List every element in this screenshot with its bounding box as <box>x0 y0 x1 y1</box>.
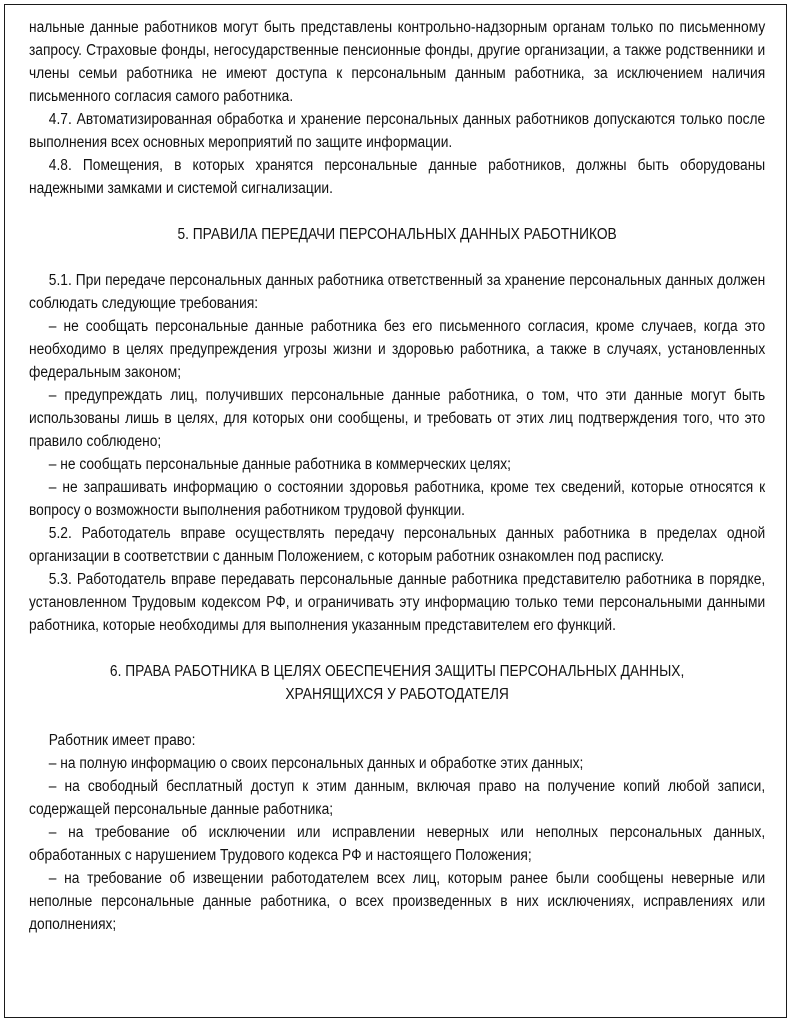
list-item: – на полную информацию о своих персональных данных и обработке этих данных; <box>48 755 584 772</box>
spacer <box>29 706 765 729</box>
section-6-heading-line-2: ХРАНЯЩИХСЯ У РАБОТОДАТЕЛЯ <box>285 686 509 703</box>
paragraph-4-8: 4.8. Помещения, в которых хранятся персональные данные работников, должны быть оборудованы надежными замками и системой сигнализации. <box>29 157 766 197</box>
list-item: – не сообщать персональные данные работника без его письменного согласия, кроме случаев, когда это необходимо в целях предупреждения угрозы жизни и здоровью работника, а также в случаях, установленных федеральным законом; <box>29 318 766 381</box>
document-body <box>29 16 765 936</box>
paragraph-5-3: 5.3. Работодатель вправе передавать персональные данные работника представителю работника в порядке, установленном Трудовым кодексом РФ, и ограничивать эту информацию только теми персональными данными работника, которые необходимы для выполнения указанным представителем его функций. <box>29 571 766 634</box>
paragraph-continuation: нальные данные работников могут быть представлены контрольно-надзорным органам только по письменному запросу. Страховые фонды, негосударственные пенсионные фонды, другие организации, а также родственники и члены семьи работника не имеют доступа к персональным данным работника, за исключением наличия письменного согласия самого работника. <box>29 19 766 105</box>
paragraph-4-7: 4.7. Автоматизированная обработка и хранение персональных данных работников допускаются только после выполнения всех основных мероприятий по защите информации. <box>29 111 766 151</box>
list-item: – не сообщать персональные данные работника в коммерческих целях; <box>48 456 511 473</box>
spacer <box>29 246 765 269</box>
spacer <box>29 637 765 660</box>
spacer <box>29 200 765 223</box>
list-item: – предупреждать лиц, получивших персональные данные работника, о том, что эти данные могут быть использованы лишь в целях, для которых они сообщены, и требовать от этих лиц подтверждения того, что это правило соблюдено; <box>29 387 766 450</box>
section-5-heading: 5. ПРАВИЛА ПЕРЕДАЧИ ПЕРСОНАЛЬНЫХ ДАННЫХ РАБОТНИКОВ <box>177 226 617 243</box>
list-item: – на требование об извещении работодателем всех лиц, которым ранее были сообщены неверные или неполные персональные данные работника, о всех произведенных в них исключениях, исправлениях или дополнениях; <box>29 870 766 933</box>
paragraph-5-2: 5.2. Работодатель вправе осуществлять передачу персональных данных работника в пределах одной организации в соответствии с данным Положением, с которым работник ознакомлен под расписку. <box>29 525 766 565</box>
section-6-intro: Работник имеет право: <box>48 732 196 749</box>
list-item: – не запрашивать информацию о состоянии здоровья работника, кроме тех сведений, которые относятся к вопросу о возможности выполнения работником трудовой функции. <box>29 479 766 519</box>
paragraph-5-1: 5.1. При передаче персональных данных работника ответственный за хранение персональных данных должен соблюдать следующие требования: <box>29 272 766 312</box>
section-6-heading-line-1: 6. ПРАВА РАБОТНИКА В ЦЕЛЯХ ОБЕСПЕЧЕНИЯ ЗАЩИТЫ ПЕРСОНАЛЬНЫХ ДАННЫХ, <box>109 663 685 680</box>
list-item: – на требование об исключении или исправлении неверных или неполных персональных данных, обработанных с нарушением Трудового кодекса РФ и настоящего Положения; <box>29 824 766 864</box>
list-item: – на свободный бесплатный доступ к этим данным, включая право на получение копий любой записи, содержащей персональные данные работника; <box>29 778 766 818</box>
